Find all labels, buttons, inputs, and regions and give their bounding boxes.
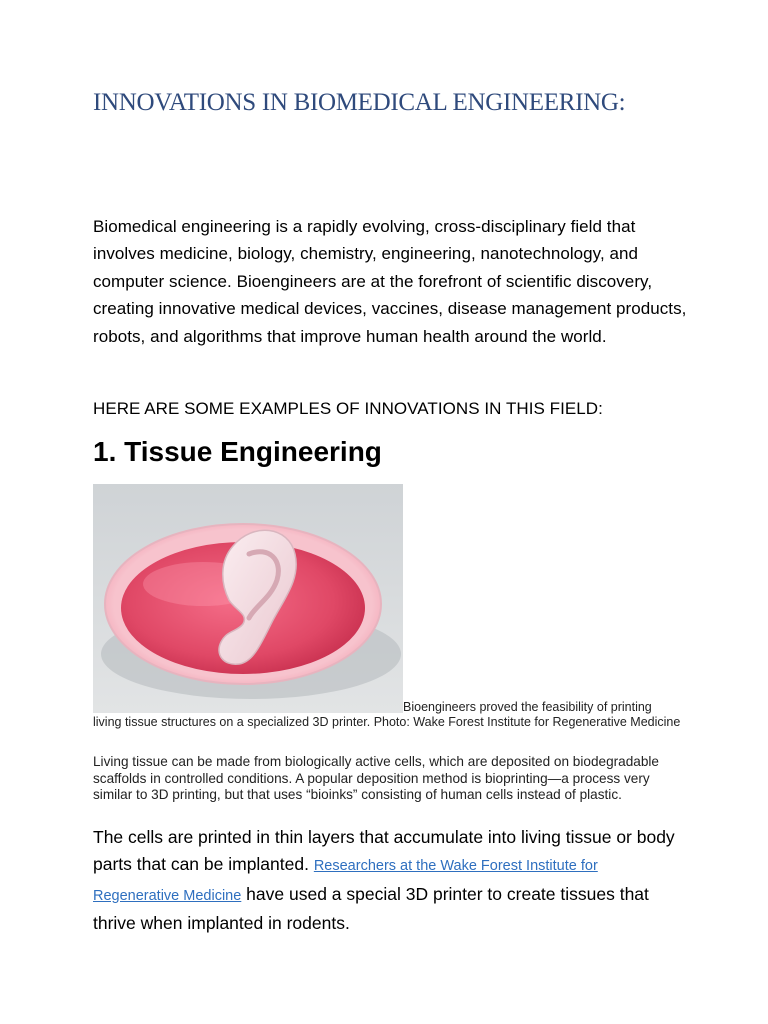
tissue-printed-ear-photo	[93, 484, 403, 713]
tissue-paragraph-large	[93, 824, 683, 937]
tissue-paragraph-small: Living tissue can be made from biologically active cells, which are deposited on biodegradable scaffolds in controlled conditions. A popular deposition method is bioprinting—a process very similar to 3D printing, but that uses “bioinks” consisting of human cells instead of plastic.	[93, 754, 659, 802]
paragraph-text-after-link: have used a special 3D printer to create tissues that thrive when implanted in rodents.	[93, 883, 649, 933]
page-title: INNOVATIONS IN BIOMEDICAL ENGINEERING:	[93, 89, 626, 116]
intro-paragraph: Biomedical engineering is a rapidly evolving, cross-disciplinary field that involves medicine, biology, chemistry, engineering, nanotechnology, and computer science. Bioengineers are at the forefront of scientific discovery, creating innovative medical devices, vaccines, disease management products, robots, and algorithms that improve human health around the world.	[93, 217, 687, 346]
figure-caption: Bioengineers proved the feasibility of printing living tissue structures on a specialized 3D printer. Photo: Wake Forest Institute for Regenerative Medicine	[93, 700, 681, 729]
examples-heading: HERE ARE SOME EXAMPLES OF INNOVATIONS IN THIS FIELD:	[93, 399, 603, 418]
wake-forest-link[interactable]: Researchers at the Wake Forest Institute for Regenerative Medicine	[93, 858, 598, 904]
section-heading-tissue-engineering: 1. Tissue Engineering	[93, 436, 382, 467]
paragraph-text-before-link: The cells are printed in thin layers that accumulate into living tissue or body parts that can be implanted.	[93, 827, 675, 875]
